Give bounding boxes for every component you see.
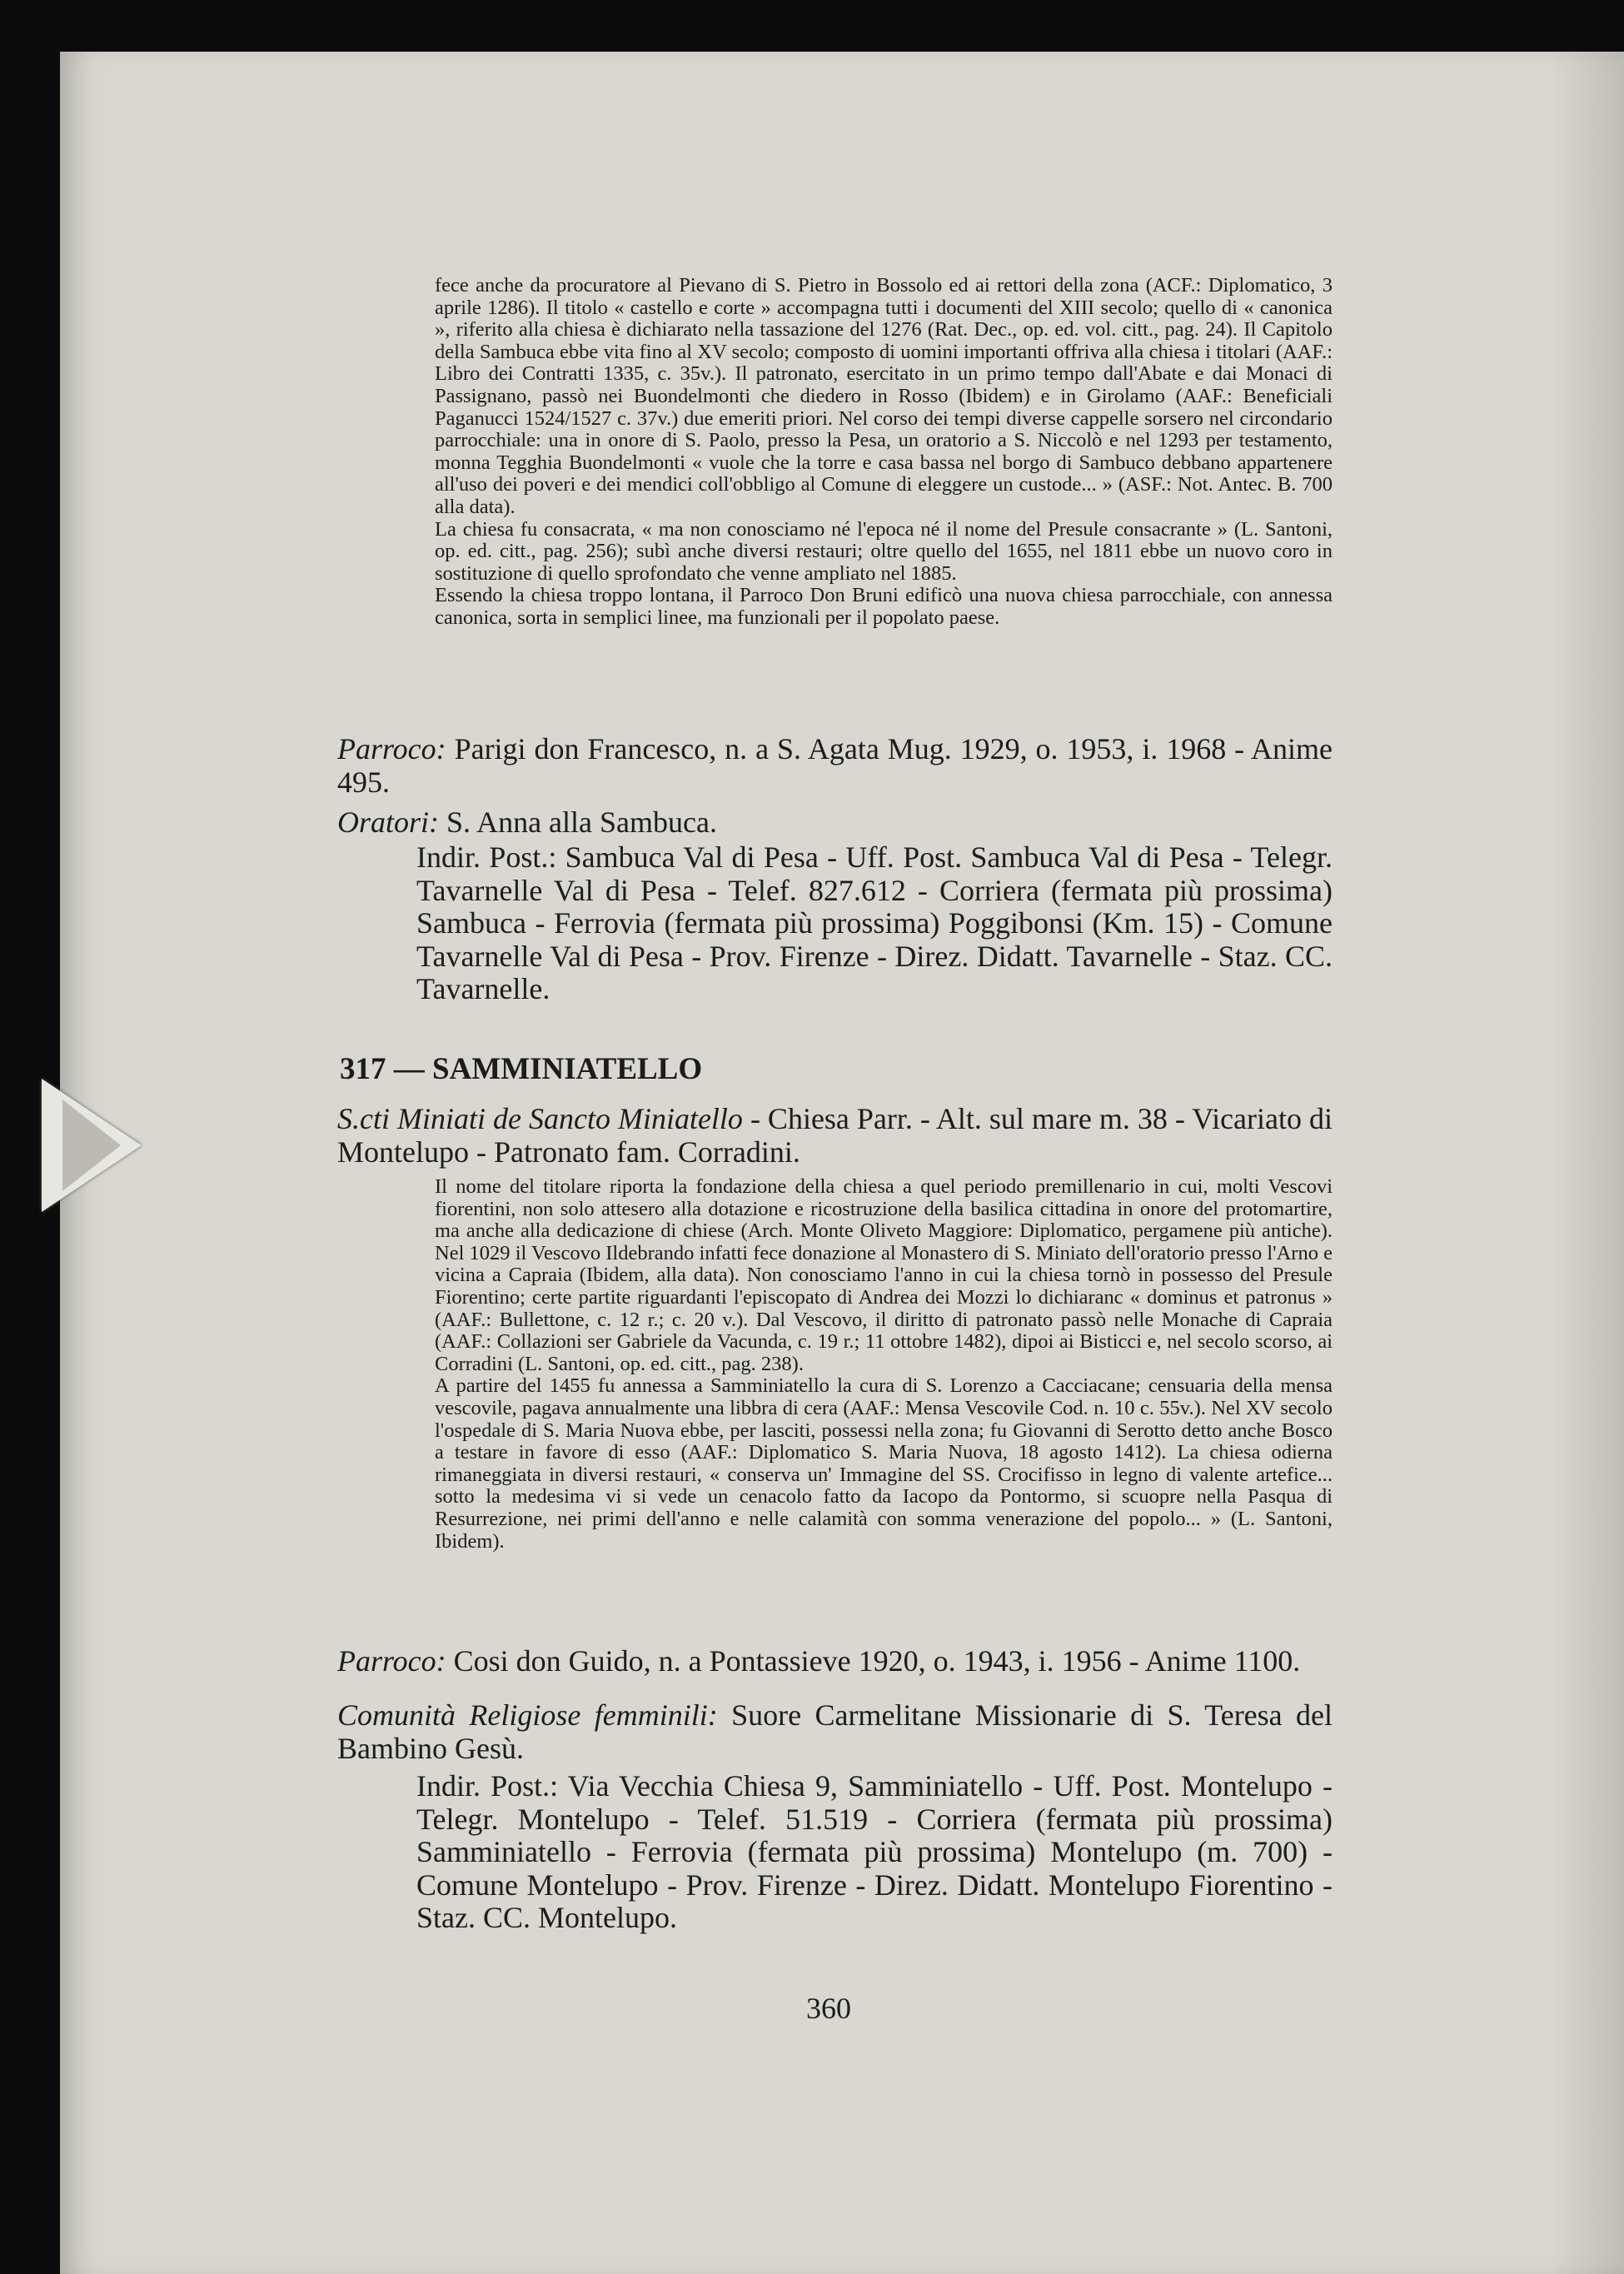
entry317-heading: 317 — SAMMINIATELLO bbox=[340, 1052, 703, 1086]
entry316-oratori-label: Oratori bbox=[337, 805, 430, 839]
entry316-oratori-text: S. Anna alla Sambuca. bbox=[446, 805, 717, 839]
entry317-title-italic: S.cti Miniati de Sancto Miniatello bbox=[337, 1102, 743, 1135]
entry316-parroco-text: Parigi don Francesco, n. a S. Agata Mug. 1929, o. 1953, i. 1968 - Anime 495. bbox=[337, 732, 1333, 799]
entry317-comunita-label: Comunità Religiose femminili bbox=[337, 1698, 708, 1732]
entry317-indirizzo: Indir. Post.: Via Vecchia Chiesa 9, Samminiatello - Uff. Post. Montelupo - Telegr. Montelupo - Telef. 51.519 - Corriera (fermata più prossima) Samminiatello - Ferrovia (fermata più prossima) Montelupo (m. 700) - Comune Montelupo - Prov. Firenze - Direz. Didatt. Montelupo Fiorentino - Staz. CC. Montelupo. bbox=[416, 1769, 1333, 1934]
entry316-parroco: Parroco: Parigi don Francesco, n. a S. Agata Mug. 1929, o. 1953, i. 1968 - Anime 495. bbox=[337, 732, 1333, 799]
entry317-notes bbox=[435, 1176, 1333, 1553]
entry316-parroco-label: Parroco bbox=[337, 732, 436, 765]
entry317-comunita-text: Suore Carmelitane Missionarie di S. Teresa del Bambino Gesù. bbox=[337, 1698, 1333, 1765]
intro-paragraph-1: fece anche da procuratore al Pievano di S. Pietro in Bossolo ed ai rettori della zona (ACF.: Diplomatico, 3 aprile 1286). Il titolo « castello e corte » accompagna tutti i documenti del XIII secolo; quello di « canonica », riferito alla chiesa è dichiarato nella tassazione del 1276 (Rat. Dec., op. ed. vol. citt., pag. 24). Il Capitolo della Sambuca ebbe vita fino al XV secolo; composto di uomini importanti offriva alla chiesa i titolari (AAF.: Libro dei Contratti 1335, c. 35v.). Il patronato, esercitato in un primo tempo dall'Abate e dai Monaci di Passignano, passò nei Buondelmonti che diedero in Rosso (Ibidem) e in Girolamo (AAF.: Beneficiali Paganucci 1524/1527 c. 37v.) due emeriti priori. Nel corso dei tempi diverse cappelle sorsero nel circondario parrocchiale: una in onore di S. Paolo, presso la Pesa, un oratorio a S. Niccolò e nel 1293 per testamento, monna Tegghia Buondelmonti « vuole che la torre e casa bassa nel borgo di Sambuco debbano appartenere all'uso dei poveri e dei mendici coll'obbligo al Comune di eleggere un custode... » (ASF.: Not. Antec. B. 700 alla data). bbox=[435, 274, 1333, 518]
entry316-oratori: Oratori: S. Anna alla Sambuca. bbox=[337, 805, 717, 839]
entry316-indirizzo: Indir. Post.: Sambuca Val di Pesa - Uff. Post. Sambuca Val di Pesa - Telegr. Tavarnelle Val di Pesa - Telef. 827.612 - Corriera (fermata più prossima) Sambuca - Ferrovia (fermata più prossima) Poggibonsi (Km. 15) - Comune Tavarnelle Val di Pesa - Prov. Firenze - Direz. Didatt. Tavarnelle - Staz. CC. Tavarnelle. bbox=[416, 840, 1333, 1005]
entry317-paragraph-1: Il nome del titolare riporta la fondazione della chiesa a quel periodo premillenario in cui, molti Vescovi fiorentini, non solo attesero alla dotazione e ricostruzione della basilica cittadina in onore del protomartire, ma anche alla dedicazione di chiese (Arch. Monte Oliveto Maggiore: Diplomatico, pergamene più antiche). Nel 1029 il Vescovo Ildebrando infatti fece donazione al Monastero di S. Miniato dell'oratorio presso l'Arno e vicina a Capraia (Ibidem, alla data). Non conosciamo l'anno in cui la chiesa tornò in possesso del Presule Fiorentino; certe partite riguardanti l'episcopato di Andrea dei Mozzi lo dichiaranc « dominus et patronus » (AAF.: Bullettone, c. 12 r.; c. 20 v.). Dal Vescovo, il diritto di patronato passò nelle Monache di Capraia (AAF.: Collazioni ser Gabriele da Vacunda, c. 19 r.; 11 ottobre 1482), dipoi ai Bisticci e, nel secolo scorso, ai Corradini (L. Santoni, op. ed. citt., pag. 238). bbox=[435, 1175, 1333, 1375]
intro-notes bbox=[435, 275, 1333, 630]
intro-paragraph-3: Essendo la chiesa troppo lontana, il Parroco Don Bruni edificò una nuova chiesa parrocchiale, con annessa canonica, sorta in semplici linee, ma funzionali per il popolato paese. bbox=[435, 584, 1333, 629]
entry317-parroco-label: Parroco bbox=[337, 1644, 436, 1678]
page-shadow bbox=[1549, 52, 1624, 2274]
page-number: 360 bbox=[806, 1992, 851, 2025]
entry317-parroco-text: Cosi don Guido, n. a Pontassieve 1920, o. 1943, i. 1956 - Anime 1100. bbox=[453, 1644, 1301, 1678]
intro-paragraph-2: La chiesa fu consacrata, « ma non conosciamo né l'epoca né il nome del Presule consacrante » (L. Santoni, op. ed. citt., pag. 256); subì anche diversi restauri; oltre quello del 1655, nel 1811 ebbe un nuovo coro in sostituzione di quello sprofondato che venne ampliato nel 1885. bbox=[435, 517, 1333, 585]
entry317-parroco: Parroco: Cosi don Guido, n. a Pontassieve 1920, o. 1943, i. 1956 - Anime 1100. bbox=[337, 1644, 1301, 1678]
entry317-title-rest: - Chiesa Parr. - Alt. sul mare m. 38 - Vicariato di Montelupo - Patronato fam. Corradini. bbox=[337, 1102, 1333, 1169]
entry317-comunita: Comunità Religiose femminili: Suore Carmelitane Missionarie di S. Teresa del Bambino Gesù. bbox=[337, 1698, 1333, 1765]
entry317-title bbox=[337, 1103, 1333, 1169]
binder-clip-inner bbox=[62, 1100, 121, 1191]
entry317-paragraph-2: A partire del 1455 fu annessa a Samminiatello la cura di S. Lorenzo a Cacciacane; censuaria della mensa vescovile, pagava annualmente una libbra di cera (AAF.: Mensa Vescovile Cod. n. 10 c. 55v.). Nel XV secolo l'ospedale di S. Maria Nuova ebbe, per lasciti, possessi nella zona; fu Giovanni di Serotto detto anche Bosco a testare in favore di esso (AAF.: Diplomatico S. Maria Nuova, 18 agosto 1412). La chiesa odierna rimaneggiata in diversi restauri, « conserva un' Immagine del SS. Crocifisso in legno di valente artefice... sotto la medesima vi si vede un cenacolo fatto da Iacopo da Pontormo, si scuopre nella Pasqua di Resurrezione, nei primi dell'anno e nelle calamità con somma venerazione del popolo... » (L. Santoni, Ibidem). bbox=[435, 1374, 1333, 1553]
